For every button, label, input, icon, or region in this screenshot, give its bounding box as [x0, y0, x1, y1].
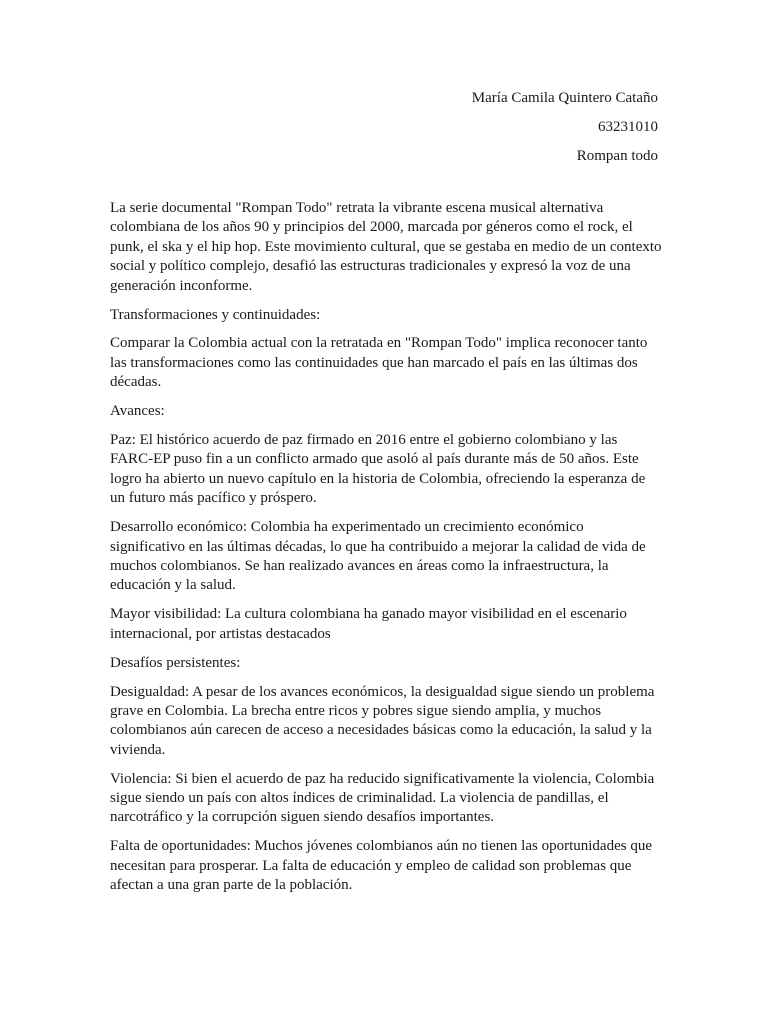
intro-paragraph: La serie documental "Rompan Todo" retrata la vibrante escena musical alternativa colombiana de los años 90 y principios del 2000, marcada por géneros como el rock, el punk, el ska y el hip hop. Este movimiento cultural, que se gestaba en medio de un contexto social y político complejo, desafió las estructuras tradicionales y expresó la voz de una generación inconforme. — [110, 200, 662, 294]
document-header — [472, 84, 658, 171]
comparison-paragraph: Comparar la Colombia actual con la retratada en "Rompan Todo" implica reconocer tanto las transformaciones como las continuidades que han marcado el país en las últimas dos décadas. — [110, 335, 648, 391]
mayor-visibilidad-paragraph: Mayor visibilidad: La cultura colombiana ha ganado mayor visibilidad en el escenario internacional, por artistas destacados — [110, 606, 627, 642]
desarrollo-economico-paragraph: Desarrollo económico: Colombia ha experimentado un crecimiento económico significativo en las últimas décadas, lo que ha contribuido a mejorar la calidad de vida de muchos colombianos. Se han realizado avances en áreas como la infraestructura, la educación y la salud. — [110, 519, 646, 594]
desigualdad-paragraph: Desigualdad: A pesar de los avances económicos, la desigualdad sigue siendo un problema grave en Colombia. La brecha entre ricos y pobres sigue siendo amplia, y muchos colombianos aún carecen de acceso a necesidades básicas como la educación, la salud y la vivienda. — [110, 683, 655, 758]
author-name: María Camila Quintero Cataño — [471, 90, 658, 106]
document-title: Rompan todo — [576, 148, 658, 164]
section-heading-desafios: Desafíos persistentes: — [110, 654, 241, 671]
violencia-paragraph: Violencia: Si bien el acuerdo de paz ha reducido significativamente la violencia, Colombia sigue siendo un país con altos índices de criminalidad. La violencia de pandillas, el narcotráfico y la corrupción siguen siendo desafíos importantes. — [110, 770, 655, 826]
document-body — [110, 199, 662, 905]
student-id: 63231010 — [598, 119, 658, 135]
section-heading-transformaciones: Transformaciones y continuidades: — [110, 306, 321, 323]
paz-paragraph: Paz: El histórico acuerdo de paz firmado en 2016 entre el gobierno colombiano y las FARC-EP puso fin a un conflicto armado que asoló al país durante más de 50 años. Este logro ha abierto un nuevo capítulo en la historia de Colombia, ofreciendo la esperanza de un futuro más pacífico y próspero. — [110, 432, 646, 507]
falta-oportunidades-paragraph: Falta de oportunidades: Muchos jóvenes colombianos aún no tienen las oportunidades que necesitan para prosperar. La falta de educación y empleo de calidad son problemas que afectan a una gran parte de la población. — [110, 838, 652, 894]
section-heading-avances: Avances: — [110, 403, 165, 420]
